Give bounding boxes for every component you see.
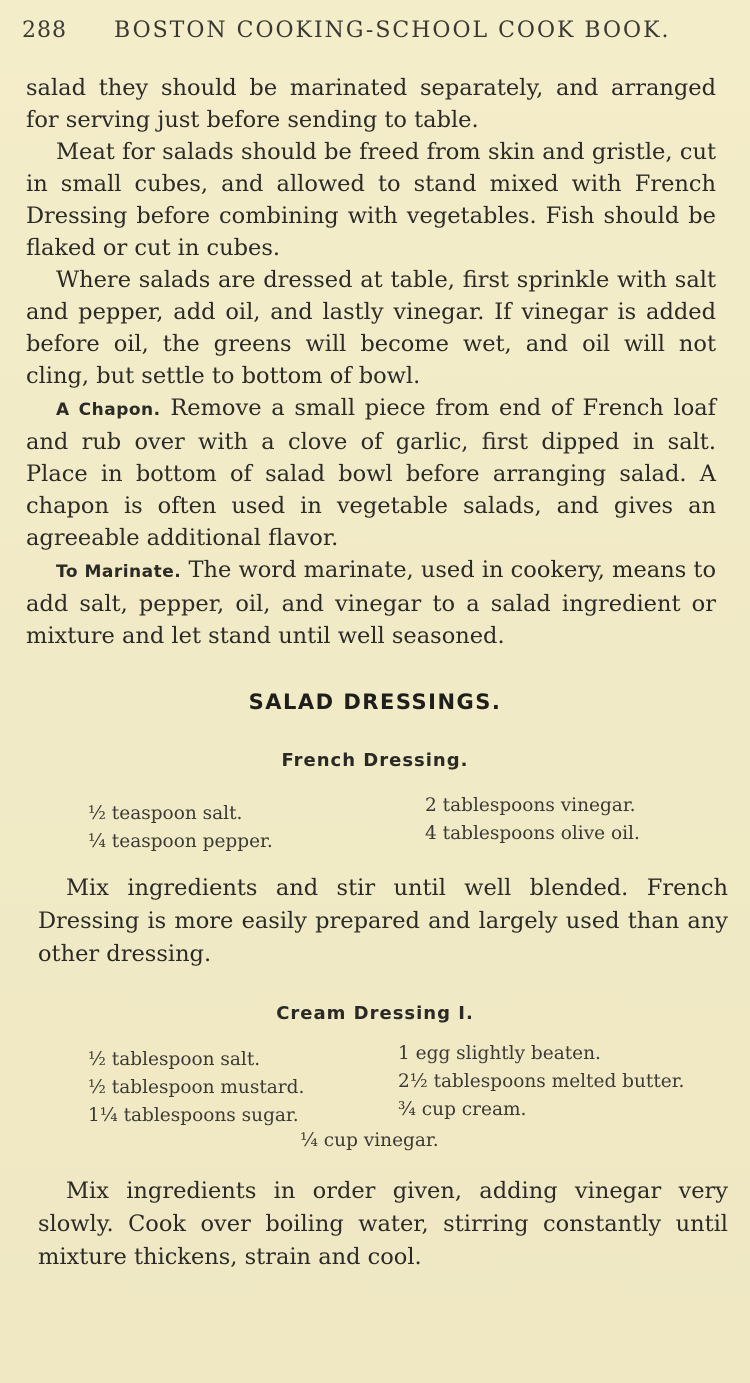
recipe-method: Mix ingredients in order given, adding vinegar very slowly. Cook over boiling water, stirring constantly until mixture thickens, strain and cool.	[38, 1178, 728, 1270]
paragraph: Meat for salads should be freed from skin and gristle, cut in small cubes, and allowed to stand mixed with French Dressing before combining with vegetables. Fish should be flaked or cut in cubes.	[26, 139, 716, 261]
ingredient: 2 tablespoons vinegar.	[425, 795, 636, 816]
paragraph-text: The word marinate, used in cookery, means to add salt, pepper, oil, and vinegar to a salad ingredient or mixture and let stand until well seasoned.	[26, 557, 717, 649]
ingredients-left	[88, 1046, 304, 1130]
ingredients-right	[425, 792, 640, 848]
paragraph: Where salads are dressed at table, first sprinkle with salt and pepper, add oil, and lastly vinegar. If vinegar is added before oil, the greens will become wet, and oil will not cling, but settle to bottom of bowl.	[26, 267, 716, 389]
ingredient: 1 egg slightly beaten.	[398, 1043, 601, 1064]
page-header	[22, 18, 722, 43]
ingredient-center: ¼ cup vinegar.	[300, 1130, 439, 1151]
running-title: BOSTON COOKING-SCHOOL COOK BOOK.	[114, 18, 671, 43]
paragraph-lead: A Chapon.	[56, 400, 161, 420]
recipe-title: Cream Dressing I.	[276, 1003, 474, 1024]
recipe-title: French Dressing.	[281, 750, 469, 771]
page-number: 288	[22, 18, 67, 43]
ingredient: ½ tablespoon salt.	[88, 1049, 261, 1070]
paragraph: salad they should be marinated separately, and arranged for serving just before sending to table.	[26, 75, 716, 133]
ingredient: ¾ cup cream.	[398, 1099, 527, 1120]
paragraph-chapon	[26, 392, 716, 554]
ingredient: 2½ tablespoons melted butter.	[398, 1071, 685, 1092]
section-heading: SALAD DRESSINGS.	[248, 690, 502, 714]
paragraph-text: Remove a small piece from end of French loaf and rub over with a clove of garlic, first dipped in salt. Place in bottom of salad bowl before arranging salad. A chapon is often used in vegetable salads, and gives an agreeable additional flavor.	[26, 395, 716, 551]
recipe-method: Mix ingredients and stir until well blended. French Dressing is more easily prepared and largely used than any other dressing.	[38, 875, 728, 967]
ingredient: ½ tablespoon mustard.	[88, 1077, 305, 1098]
paragraph-lead: To Marinate.	[56, 562, 182, 582]
ingredient: 4 tablespoons olive oil.	[425, 823, 640, 844]
ingredients-right	[398, 1040, 684, 1124]
ingredients-left	[88, 800, 273, 856]
ingredient: 1¼ tablespoons sugar.	[88, 1105, 299, 1126]
ingredient: ¼ teaspoon pepper.	[88, 831, 273, 852]
intro-text	[26, 72, 716, 652]
ingredient: ½ teaspoon salt.	[88, 803, 243, 824]
paragraph-marinate	[26, 554, 716, 652]
